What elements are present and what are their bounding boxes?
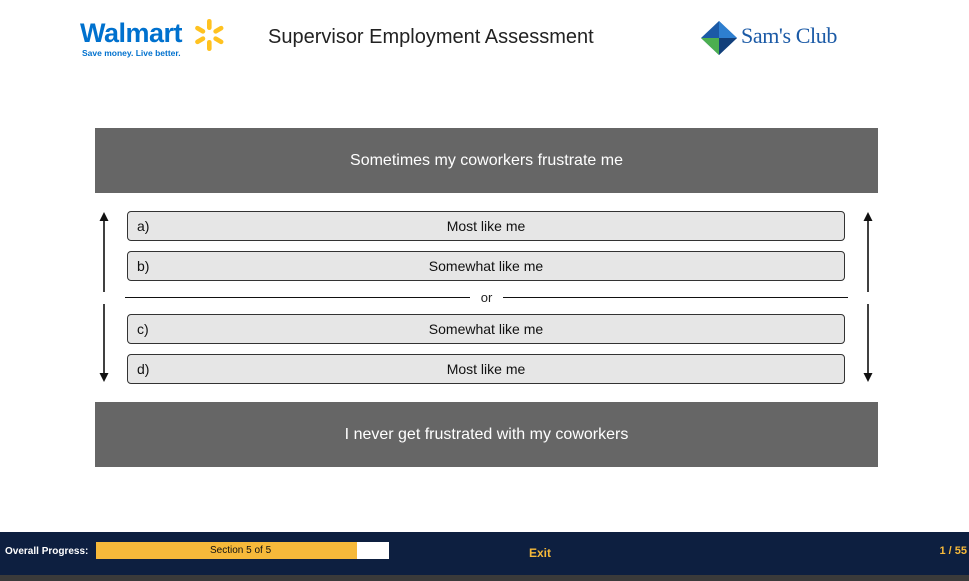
page-counter: 1 / 55 xyxy=(939,545,967,557)
footer-bar xyxy=(0,532,969,575)
option-label: Somewhat like me xyxy=(428,321,544,337)
option-letter: a) xyxy=(137,218,150,234)
sams-club-logo-text: Sam's Club xyxy=(741,23,837,48)
divider-line xyxy=(125,297,470,298)
option-c-button[interactable] xyxy=(127,314,845,344)
bottom-statement-panel xyxy=(95,402,878,467)
sams-club-logo xyxy=(700,20,850,56)
sams-club-diamond-icon xyxy=(700,20,738,56)
footer-bottom-strip xyxy=(0,575,969,581)
option-b-button[interactable] xyxy=(127,251,845,281)
top-statement-text: Sometimes my coworkers frustrate me xyxy=(350,151,623,169)
progress-bar xyxy=(96,542,389,559)
option-letter: b) xyxy=(137,258,150,274)
or-divider xyxy=(125,290,848,306)
option-label: Most like me xyxy=(446,361,526,377)
arrow-up-icon xyxy=(862,212,874,292)
divider-line xyxy=(503,297,848,298)
walmart-logo xyxy=(80,16,240,62)
progress-text: Section 5 of 5 xyxy=(210,545,272,556)
or-label: or xyxy=(480,290,493,305)
walmart-spark-icon xyxy=(191,17,227,53)
option-d-button[interactable] xyxy=(127,354,845,384)
arrow-down-icon xyxy=(862,304,874,382)
bottom-statement-text: I never get frustrated with my coworkers xyxy=(344,425,629,443)
progress-label: Overall Progress: xyxy=(5,546,89,557)
walmart-logo-text: Walmart xyxy=(80,18,183,48)
option-label: Somewhat like me xyxy=(428,258,544,274)
top-statement-panel xyxy=(95,128,878,193)
option-label: Most like me xyxy=(446,218,526,234)
arrow-up-icon xyxy=(98,212,110,292)
option-letter: d) xyxy=(137,361,150,377)
arrow-down-icon xyxy=(98,304,110,382)
option-letter: c) xyxy=(137,321,149,337)
exit-button[interactable]: Exit xyxy=(529,546,552,560)
option-a-button[interactable] xyxy=(127,211,845,241)
walmart-tagline: Save money. Live better. xyxy=(82,48,181,58)
page-title: Supervisor Employment Assessment xyxy=(268,26,594,48)
